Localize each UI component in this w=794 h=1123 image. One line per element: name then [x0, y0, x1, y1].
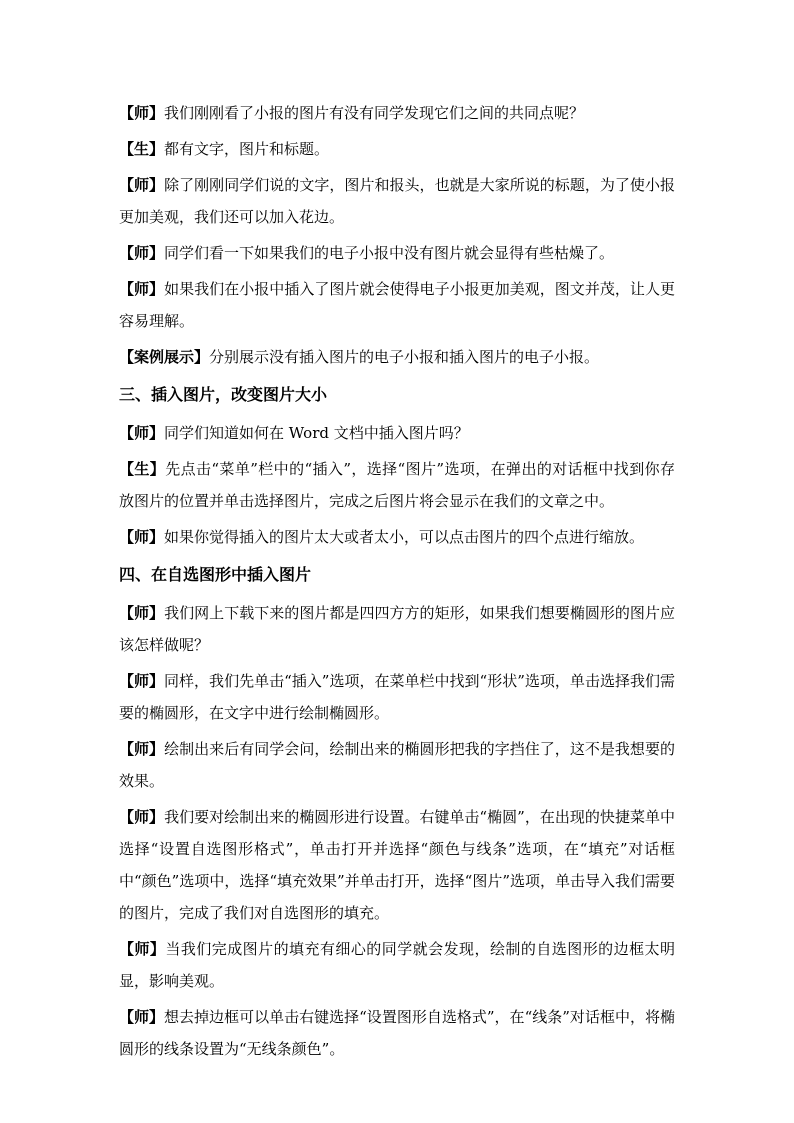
paragraph-text: 同学们知道如何在 Word 文档中插入图片吗？ [164, 424, 469, 442]
paragraph-text: 如果我们在小报中插入了图片就会使得电子小报更加美观，图文并茂，让人更容易理解。 [119, 280, 675, 330]
speaker-label: 【师】 [119, 244, 165, 262]
paragraph-text: 我们要对绘制出来的椭圆形进行设置。右键单击“椭圆”，在出现的快捷菜单中选择“设置自选图形格式”，单击打开并选择“颜色与线条”选项，在“填充”对话框中“颜色”选项中，选择“填充效果”并单击打开，选择“图片”选项，单击导入我们需要的图片，完成了我们对自选图形的填充。 [119, 808, 676, 922]
paragraph-text: 分别展示没有插入图片的电子小报和插入图片的电子小报。 [209, 348, 600, 366]
paragraph-text: 当我们完成图片的填充有细心的同学就会发现，绘制的自选图形的边框太明显，影响美观。 [119, 940, 675, 990]
speaker-label: 【师】 [119, 424, 165, 442]
paragraph [119, 1001, 675, 1065]
paragraph-text: 除了刚刚同学们说的文字，图片和报头，也就是大家所说的标题，为了使小报更加美观，我们还可以加入花边。 [119, 176, 675, 226]
paragraph [119, 801, 675, 929]
paragraph [119, 733, 675, 797]
paragraph-text: 我们网上下载下来的图片都是四四方方的矩形，如果我们想要椭圆形的图片应该怎样做呢？ [119, 604, 675, 654]
speaker-label: 【案例展示】 [119, 348, 210, 366]
speaker-label: 【师】 [119, 528, 165, 546]
speaker-label: 【师】 [119, 176, 165, 194]
speaker-label: 【师】 [119, 672, 165, 690]
paragraph [119, 133, 675, 165]
paragraph-text: 我们刚刚看了小报的图片有没有同学发现它们之间的共同点呢？ [164, 104, 585, 122]
paragraph [119, 665, 675, 729]
paragraph [119, 521, 675, 553]
section-heading: 四、在自选图形中插入图片 [119, 565, 312, 584]
paragraph [119, 273, 675, 337]
speaker-label: 【师】 [119, 808, 165, 826]
paragraph [119, 417, 675, 449]
paragraph-text: 都有文字，图片和标题。 [164, 140, 330, 158]
paragraph [119, 453, 675, 517]
paragraph [119, 97, 675, 129]
speaker-label: 【师】 [119, 940, 166, 958]
paragraph-text: 绘制出来后有同学会问，绘制出来的椭圆形把我的字挡住了，这不是我想要的效果。 [119, 740, 675, 790]
section-heading: 三、插入图片，改变图片大小 [119, 385, 328, 404]
paragraph-text: 同学们看一下如果我们的电子小报中没有图片就会显得有些枯燥了。 [164, 244, 615, 262]
speaker-label: 【师】 [119, 740, 165, 758]
speaker-label: 【生】 [119, 460, 166, 478]
paragraph [119, 341, 675, 373]
speaker-label: 【师】 [119, 280, 165, 298]
document-page [119, 97, 675, 1069]
paragraph [119, 237, 675, 269]
paragraph-text: 同样，我们先单击“插入”选项，在菜单栏中找到“形状”选项，单击选择我们需要的椭圆形，在文字中进行绘制椭圆形。 [119, 672, 675, 722]
speaker-label: 【生】 [119, 140, 165, 158]
paragraph-text: 先点击“菜单”栏中的“插入”，选择“图片”选项，在弹出的对话框中找到你存放图片的位置并单击选择图片，完成之后图片将会显示在我们的文章之中。 [119, 460, 675, 510]
paragraph-text: 如果你觉得插入的图片太大或者太小，可以点击图片的四个点进行缩放。 [164, 528, 645, 546]
paragraph [119, 597, 675, 661]
paragraph [119, 169, 675, 233]
speaker-label: 【师】 [119, 104, 165, 122]
speaker-label: 【师】 [119, 604, 165, 622]
paragraph [119, 933, 675, 997]
paragraph-text: 想去掉边框可以单击右键选择“设置图形自选格式”，在“线条”对话框中，将椭圆形的线条设置为“无线条颜色”。 [119, 1008, 675, 1058]
speaker-label: 【师】 [119, 1008, 165, 1026]
